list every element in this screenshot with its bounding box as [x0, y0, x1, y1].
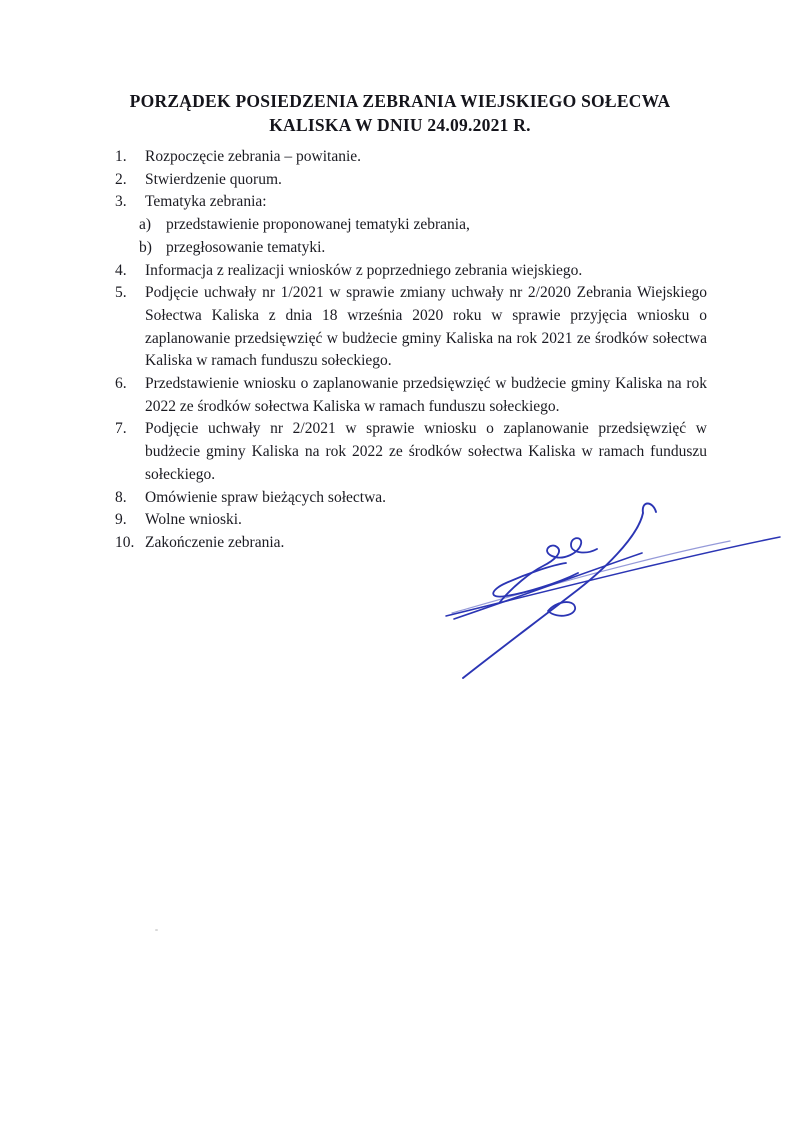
agenda-item-number: 5. [115, 284, 127, 302]
agenda-item-text: Rozpoczęcie zebrania – powitanie. [145, 148, 362, 165]
agenda-item [115, 260, 707, 283]
agenda-item [115, 282, 707, 373]
agenda-item-text: Tematyka zebrania: [145, 193, 267, 211]
handwritten-signature [430, 495, 800, 690]
agenda-item-text: Stwierdzenie quorum. [145, 170, 282, 188]
agenda-item [115, 169, 707, 192]
agenda-item-number: 6. [115, 375, 127, 393]
agenda-item-number: 2. [115, 170, 127, 188]
agenda-item-text: Omówienie spraw bieżących sołectwa. [145, 488, 387, 506]
agenda-item [115, 373, 707, 418]
agenda-item-text: Podjęcie uchwały nr 2/2021 w sprawie wniosku o zaplanowanie przedsięwzięć w budżecie gminy Kaliska na rok 2022 ze środków sołectwa Kaliska w ramach funduszu sołeckiego. [145, 420, 707, 483]
agenda-subitem [115, 237, 707, 260]
agenda-item-text: Przedstawienie wniosku o zaplanowanie przedsięwzięć w budżecie gminy Kaliska na rok 2022 ze środków sołectwa Kaliska w ramach funduszu sołeckiego. [145, 375, 707, 415]
agenda-item-number: 10. [115, 533, 135, 551]
agenda-item-number: 7. [115, 420, 127, 438]
document-title [60, 90, 740, 137]
agenda-item-text: Zakończenie zebrania. [145, 533, 285, 551]
document-title-line1: PORZĄDEK POSIEDZENIA ZEBRANIA WIEJSKIEGO SOŁECWA [129, 91, 671, 111]
agenda-item-number: 9. [115, 511, 127, 529]
agenda-subitem-letter: a) [139, 216, 152, 234]
agenda-subitem-text: przegłosowanie tematyki. [166, 238, 326, 256]
agenda-item-number: 8. [115, 488, 127, 506]
agenda-item [115, 418, 707, 486]
agenda-item [115, 191, 707, 259]
agenda-item-number: 4. [115, 261, 127, 279]
signature-ink-icon [430, 495, 800, 690]
agenda-subitem-letter: b) [139, 238, 152, 256]
agenda-item-number: 1. [115, 148, 127, 165]
agenda-item-text: Wolne wnioski. [145, 511, 242, 529]
agenda-subitem-text: przedstawienie proponowanej tematyki zebrania, [166, 216, 470, 234]
document-title-line2: KALISKA W DNIU 24.09.2021 R. [269, 114, 531, 135]
agenda-subitem [115, 214, 707, 237]
agenda-list [115, 146, 707, 555]
agenda-item-text: Podjęcie uchwały nr 1/2021 w sprawie zmiany uchwały nr 2/2020 Zebrania Wiejskiego Sołectwa Kaliska z dnia 18 września 2020 roku w sprawie przyjęcia wniosku o zaplanowanie przedsięwzięć w budżecie gminy Kaliska na rok 2021 ze środków sołectwa Kaliska w ramach funduszu sołeckiego. [145, 284, 707, 370]
agenda-item [115, 146, 707, 169]
scan-speck [155, 929, 158, 931]
agenda-item-text: Informacja z realizacji wniosków z poprzedniego zebrania wiejskiego. [145, 261, 583, 279]
agenda-item-number: 3. [115, 193, 127, 211]
